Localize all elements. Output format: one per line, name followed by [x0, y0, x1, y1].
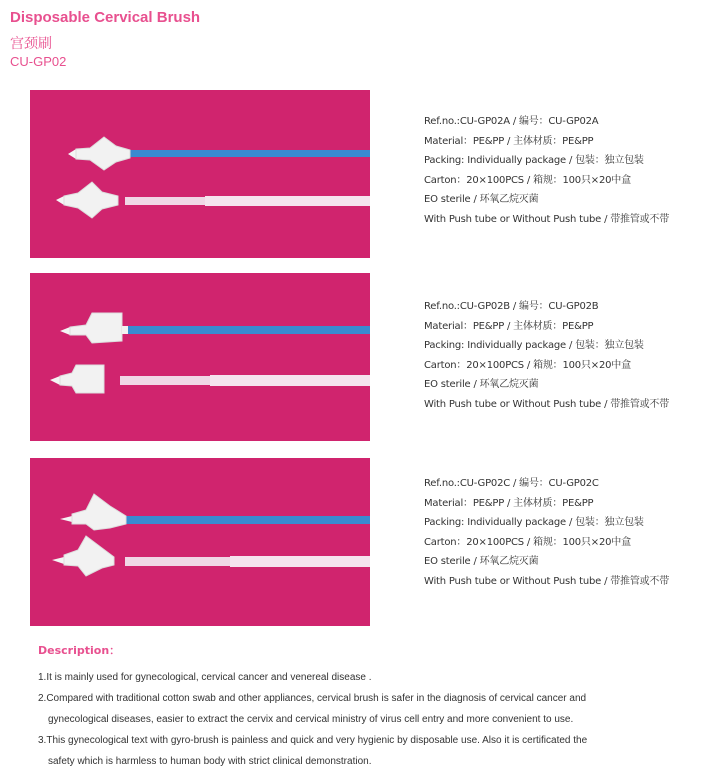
- product-specs-c: [424, 474, 704, 591]
- spec-line: Carton：20×100PCS / 箱规：100只×20中盒: [424, 359, 631, 371]
- product-photo-b: [30, 273, 370, 441]
- product-code: CU-GP02: [10, 54, 67, 69]
- spec-line: Carton：20×100PCS / 箱规：100只×20中盒: [424, 174, 631, 186]
- description-item: 1.It is mainly used for gynecological, cervical cancer and venereal disease .: [38, 672, 372, 683]
- product-specs-a: [424, 112, 704, 229]
- spec-line: Packing: Individually package / 包装：独立包装: [424, 155, 644, 166]
- spec-line: With Push tube or Without Push tube / 带推管或不带: [424, 398, 670, 410]
- spec-line: Ref.no.:CU-GP02A / 编号：CU-GP02A: [424, 116, 599, 127]
- spec-line: Ref.no.:CU-GP02C / 编号：CU-GP02C: [424, 478, 599, 489]
- description-item-continued: gynecological diseases, easier to extract the cervix and cervical ministry of virus cell entry and more convenient to use.: [48, 714, 574, 725]
- spec-line: Packing: Individually package / 包装：独立包装: [424, 517, 644, 528]
- spec-line: Packing: Individually package / 包装：独立包装: [424, 340, 644, 351]
- spec-line: With Push tube or Without Push tube / 带推管或不带: [424, 213, 670, 225]
- description-heading: Description：: [38, 644, 121, 657]
- description-body: [38, 667, 688, 772]
- product-photo-a: [30, 90, 370, 258]
- spec-line: Material：PE&PP / 主体材质：PE&PP: [424, 497, 594, 509]
- spec-line: EO sterile / 环氧乙烷灭菌: [424, 379, 539, 390]
- spec-line: Ref.no.:CU-GP02B / 编号：CU-GP02B: [424, 301, 599, 312]
- cervical-brush-image-b: [30, 273, 370, 441]
- spec-line: With Push tube or Without Push tube / 带推管或不带: [424, 575, 670, 587]
- spec-line: EO sterile / 环氧乙烷灭菌: [424, 556, 539, 567]
- product-specs-b: [424, 297, 704, 414]
- cervical-brush-image-c: [30, 458, 370, 626]
- page-title: Disposable Cervical Brush: [10, 9, 201, 26]
- spec-line: Material：PE&PP / 主体材质：PE&PP: [424, 320, 594, 332]
- product-photo-c: [30, 458, 370, 626]
- spec-line: Material：PE&PP / 主体材质：PE&PP: [424, 135, 594, 147]
- cervical-brush-image-a: [30, 90, 370, 258]
- page-title-chinese: 宫颈刷: [10, 36, 52, 52]
- description-item: 3.This gynecological text with gyro-brush is painless and quick and very hygienic by disposable use. Also it is certificated the: [38, 735, 588, 746]
- spec-line: Carton：20×100PCS / 箱规：100只×20中盒: [424, 536, 631, 548]
- description-item: 2.Compared with traditional cotton swab and other appliances, cervical brush is safer in the diagnosis of cervical cancer and: [38, 693, 587, 704]
- description-item-continued: safety which is harmless to human body with strict clinical demonstration.: [48, 756, 372, 767]
- spec-line: EO sterile / 环氧乙烷灭菌: [424, 194, 539, 205]
